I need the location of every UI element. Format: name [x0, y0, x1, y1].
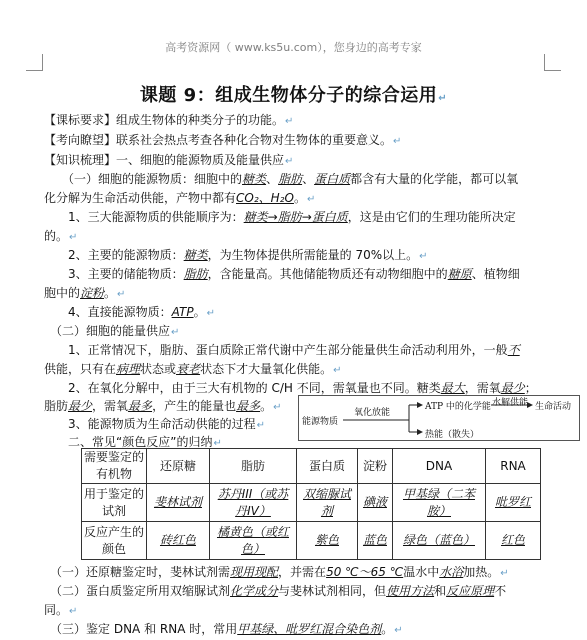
diagram-heat: 热能（散失） — [425, 430, 480, 440]
table-cell: 橘黄色（或红色） — [210, 522, 297, 560]
color-reaction-table — [81, 448, 541, 560]
table-row — [82, 484, 541, 522]
text-line: 胞中的淀粉。↵ — [44, 286, 126, 300]
text-line: 1、三大能源物质的供能顺序为：糖类→脂肪→蛋白质，这是由它们的生理功能所决定 — [68, 210, 516, 224]
table-cell: 用于鉴定的试剂 — [82, 484, 147, 522]
diagram-target: 生命活动 — [535, 402, 572, 412]
text-line: （二）细胞的能量供应↵ — [56, 324, 180, 338]
table-cell: 淀粉 — [358, 449, 393, 484]
table-cell: 红色 — [486, 522, 541, 560]
text-line: 3、能源物质为生命活动供能的过程↵ — [68, 417, 266, 431]
text-line: 【课标要求】组成生物体的种类分子的功能。↵ — [44, 113, 294, 127]
diagram-step1: 氧化放能 — [354, 408, 391, 418]
crop-mark-left — [26, 54, 43, 71]
table-cell: 需要鉴定的有机物 — [82, 449, 147, 484]
text-line: 供能，只有在病理状态或衰老状态下才大量氧化供能。↵ — [44, 362, 342, 376]
table-cell: 苏丹III（或苏丹IV） — [210, 484, 297, 522]
diagram-source: 能源物质 — [302, 417, 339, 427]
text-line: 3、主要的储能物质：脂肪，含能量高。其他储能物质还有动物细胞中的糖原、植物细 — [68, 267, 520, 281]
table-cell: 碘液 — [358, 484, 393, 522]
text-line: 的。↵ — [44, 229, 78, 243]
table-cell: 紫色 — [297, 522, 358, 560]
table-cell: 砖红色 — [147, 522, 210, 560]
table-cell: DNA — [393, 449, 486, 484]
diagram-step2: 水解供能 — [492, 398, 529, 408]
text-line: 【考向瞭望】联系社会热点考查各种化合物对生物体的重要意义。↵ — [44, 133, 402, 147]
table-cell: 蛋白质 — [297, 449, 358, 484]
table-cell: RNA — [486, 449, 541, 484]
table-cell: 甲基绿（二苯胺） — [393, 484, 486, 522]
text-line: 化分解为生命活动供能，产物中都有CO₂、H₂O。↵ — [44, 191, 316, 205]
text-line: 2、在氧化分解中，由于三大有机物的 C/H 不同，需氧量也不同。糖类最大，需氧最少； — [68, 381, 537, 395]
table-row — [82, 522, 541, 560]
text-line: 同。↵ — [44, 603, 78, 617]
page-header: 高考资源网（ www.ks5u.com），您身边的高考专家 — [165, 41, 422, 54]
text-line: （二）蛋白质鉴定所用双缩脲试剂化学成分与斐林试剂相同，但使用方法和反应原理不 — [56, 584, 507, 598]
text-line: （一）细胞的能源物质：细胞中的糖类、脂肪、蛋白质都含有大量的化学能，都可以氧 — [68, 172, 519, 186]
diagram-atp: ATP 中的化学能 — [425, 402, 491, 412]
table-cell: 反应产生的颜色 — [82, 522, 147, 560]
text-line: （一）还原糖鉴定时，斐林试剂需现用现配，并需在50 ℃～65 ℃温水中水浴加热。↵ — [56, 565, 509, 579]
text-line: 2、主要的能源物质：糖类，为生物体提供所需能量的 70%以上。↵ — [68, 248, 428, 262]
text-line: 二、常见“颜色反应”的归纳↵ — [68, 435, 222, 449]
text-line: （三）鉴定 DNA 和 RNA 时，常用甲基绿、吡罗红混合染色剂。↵ — [56, 622, 403, 636]
energy-flow-diagram — [298, 395, 580, 441]
table-cell: 绿色（蓝色） — [393, 522, 486, 560]
table-cell: 还原糖 — [147, 449, 210, 484]
table-cell: 双缩脲试剂 — [297, 484, 358, 522]
table-header-row — [82, 449, 541, 484]
table-cell: 吡罗红 — [486, 484, 541, 522]
page-title: 课题 9：组成生物体分子的综合运用↵ — [139, 85, 448, 106]
crop-mark-right — [544, 54, 561, 71]
table-cell: 蓝色 — [358, 522, 393, 560]
text-line: 脂肪最少，需氧最多，产生的能量也最多。↵ — [44, 399, 282, 413]
text-line: 1、正常情况下，脂肪、蛋白质除正常代谢中产生部分能量供生命活动利用外，一般不 — [68, 343, 520, 357]
text-line: 4、直接能源物质：ATP。↵ — [68, 305, 215, 319]
table-cell: 斐林试剂 — [147, 484, 210, 522]
text-line: 【知识梳理】一、细胞的能源物质及能量供应↵ — [44, 153, 294, 167]
table-cell: 脂肪 — [210, 449, 297, 484]
